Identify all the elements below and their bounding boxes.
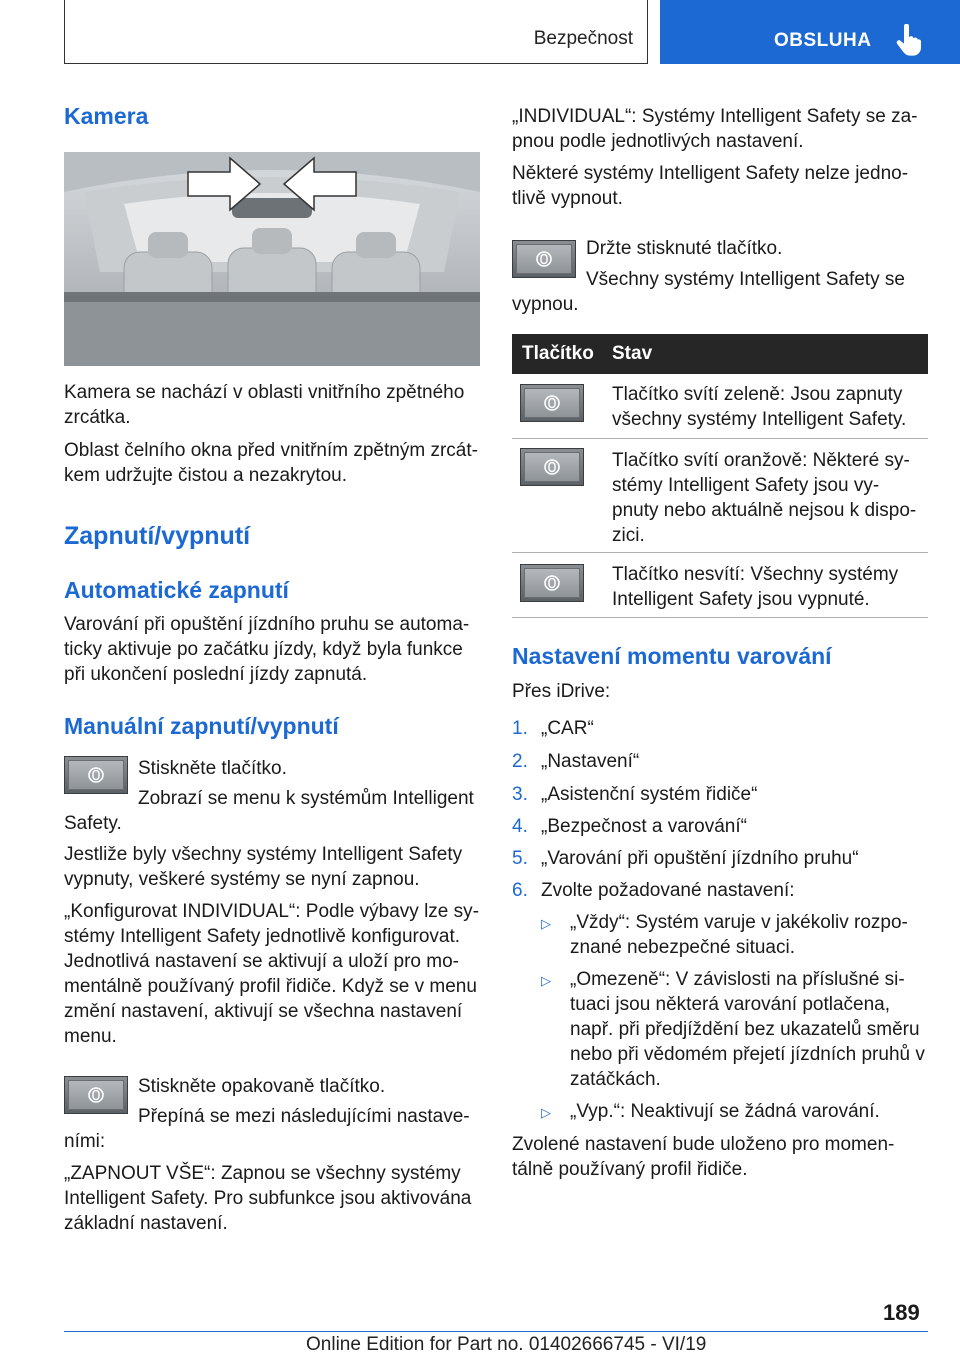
again-line: Stiskněte opakovaně tlačítko.	[138, 1076, 386, 1097]
all-line: „ZAPNOUT VŠE“: Zapnou se všechny systémy	[64, 1163, 461, 1184]
intelligent-safety-button-image	[512, 240, 576, 278]
again-line: Přepíná se mezi následujícími nastave-	[138, 1106, 470, 1127]
cam-clean-line: kem udržujte čistou a nezakrytou.	[64, 465, 348, 486]
table-row-text: všechny systémy Intelligent Safety.	[612, 409, 907, 430]
step-text: „Varování při opuštění jízdního pruhu“	[541, 848, 859, 869]
step-text: „Bezpečnost a varování“	[541, 816, 747, 837]
press-line: Safety.	[64, 813, 122, 834]
option-line: znané nebezpečné situaci.	[570, 937, 795, 958]
some-line: tlivě vypnout.	[512, 188, 623, 209]
intelligent-safety-icon	[88, 765, 104, 785]
option-line: nebo při vědomém přejetí jízdních pruhů v	[570, 1044, 925, 1065]
option-line: „Vyp.“: Neaktivují se žádná varování.	[570, 1101, 880, 1122]
press-line: Zobrazí se menu k systémům Intelligent	[138, 788, 474, 809]
konf-line: menu.	[64, 1026, 117, 1047]
table-row-text: Tlačítko svítí zeleně: Jsou zapnuty	[612, 384, 903, 405]
saved-line: Zvolené nastavení bude uloženo pro momen-	[512, 1134, 895, 1155]
state-table-header	[512, 334, 928, 374]
step-number: 3.	[512, 784, 528, 805]
cam-caption-line: zrcátka.	[64, 407, 131, 428]
step-number: 2.	[512, 751, 528, 772]
header-section-box	[64, 0, 648, 64]
page-number: 189	[883, 1300, 920, 1325]
camera-interior-image	[64, 152, 480, 366]
bullet-triangle-icon: ▷	[541, 1105, 551, 1120]
option-line: např. při předjíždění bez ukazatelů směru	[570, 1019, 920, 1040]
step-number: 6.	[512, 880, 528, 901]
cam-clean-line: Oblast čelního okna před vnitřním zpětným zrcát-	[64, 440, 478, 461]
cam-caption-line: Kamera se nachází v oblasti vnitřního zpětného	[64, 382, 465, 403]
table-col-button: Tlačítko	[522, 343, 594, 364]
bullet-triangle-icon: ▷	[541, 916, 551, 931]
table-divider	[512, 438, 928, 439]
intelligent-safety-icon	[544, 457, 560, 477]
press-line: Stiskněte tlačítko.	[138, 758, 287, 779]
heading-kamera: Kamera	[64, 103, 149, 129]
table-button-image	[520, 564, 584, 602]
bullet-triangle-icon: ▷	[541, 973, 551, 988]
table-row-text: Tlačítko svítí oranžově: Některé sy-	[612, 450, 910, 471]
table-row-text: zici.	[612, 525, 645, 546]
option-line: zatáčkách.	[570, 1069, 661, 1090]
table-divider	[512, 617, 928, 618]
table-row-text: Intelligent Safety jsou vypnuté.	[612, 589, 870, 610]
ind-line: pnou podle jednotlivých nastavení.	[512, 131, 804, 152]
footer-rule	[64, 1331, 928, 1332]
intelligent-safety-button-image	[64, 1076, 128, 1114]
option-line: „Vždy“: Systém varuje v jakékoliv rozpo-	[570, 912, 908, 933]
konf-line: změní nastavení, aktivují se všechna nastavení	[64, 1001, 463, 1022]
auto-text-line: při ukončení poslední jízdy zapnutá.	[64, 664, 368, 685]
heading-manualni: Manuální zapnutí/vypnutí	[64, 713, 339, 739]
table-button-image	[520, 384, 584, 422]
intelligent-safety-icon	[544, 393, 560, 413]
heading-nastaveni-momentu: Nastavení momentu varování	[512, 643, 832, 669]
option-line: tuaci jsou některá varování potlačena,	[570, 994, 891, 1015]
table-divider	[512, 552, 928, 553]
intelligent-safety-icon	[536, 249, 552, 269]
step-text: „Nastavení“	[541, 751, 640, 772]
via-idrive: Přes iDrive:	[512, 681, 611, 702]
intelligent-safety-button-image	[64, 756, 128, 794]
step-number: 1.	[512, 718, 528, 739]
table-col-state: Stav	[612, 343, 653, 364]
hold-line: vypnou.	[512, 294, 579, 315]
step-text: Zvolte požadované nastavení:	[541, 880, 795, 901]
hand-pointer-icon	[896, 24, 922, 56]
intelligent-safety-icon	[88, 1085, 104, 1105]
all-line: základní nastavení.	[64, 1213, 228, 1234]
saved-line: tálně používaný profil řidiče.	[512, 1159, 748, 1180]
some-line: Některé systémy Intelligent Safety nelze jedno-	[512, 163, 909, 184]
edition-footer: Online Edition for Part no. 01402666745 - VI/19	[306, 1334, 707, 1355]
section-title: Bezpečnost	[533, 28, 633, 49]
konf-line: stémy Intelligent Safety jednotlivě konfigurovat.	[64, 926, 461, 947]
step-number: 5.	[512, 848, 528, 869]
konf-line: „Konfigurovat INDIVIDUAL“: Podle výbavy lze sy-	[64, 901, 479, 922]
ind-line: „INDIVIDUAL“: Systémy Intelligent Safety se za-	[512, 106, 918, 127]
table-row-text: Tlačítko nesvítí: Všechny systémy	[612, 564, 899, 585]
intelligent-safety-icon	[544, 573, 560, 593]
table-row-text: stémy Intelligent Safety jsou vy-	[612, 475, 880, 496]
chapter-title: OBSLUHA	[774, 30, 872, 51]
all-line: Intelligent Safety. Pro subfunkce jsou aktivována	[64, 1188, 472, 1209]
heading-zapnuti: Zapnutí/vypnutí	[64, 522, 251, 550]
konf-line: Jednotlivá nastavení se aktivují a uloží pro mo-	[64, 951, 459, 972]
step-text: „Asistenční systém řidiče“	[541, 784, 758, 805]
again-line: ními:	[64, 1131, 106, 1152]
auto-text-line: ticky aktivuje po začátku jízdy, když byla funkce	[64, 639, 463, 660]
table-button-image	[520, 448, 584, 486]
chapter-tab[interactable]	[660, 0, 960, 64]
auto-text-line: Varování při opuštění jízdního pruhu se automa-	[64, 614, 470, 635]
hold-line: Držte stisknuté tlačítko.	[586, 238, 783, 259]
konf-line: mentálně používaný profil řidiče. Když se v menu	[64, 976, 477, 997]
hold-line: Všechny systémy Intelligent Safety se	[586, 269, 905, 290]
table-row-text: pnuty nebo aktuálně nejsou k dispo-	[612, 500, 917, 521]
step-number: 4.	[512, 816, 528, 837]
option-line: „Omezeně“: V závislosti na příslušné si-	[570, 969, 905, 990]
if-line: vypnuty, veškeré systémy se nyní zapnou.	[64, 869, 420, 890]
if-line: Jestliže byly všechny systémy Intelligent Safety	[64, 844, 463, 865]
heading-automaticke: Automatické zapnutí	[64, 577, 289, 603]
step-text: „CAR“	[541, 718, 594, 739]
